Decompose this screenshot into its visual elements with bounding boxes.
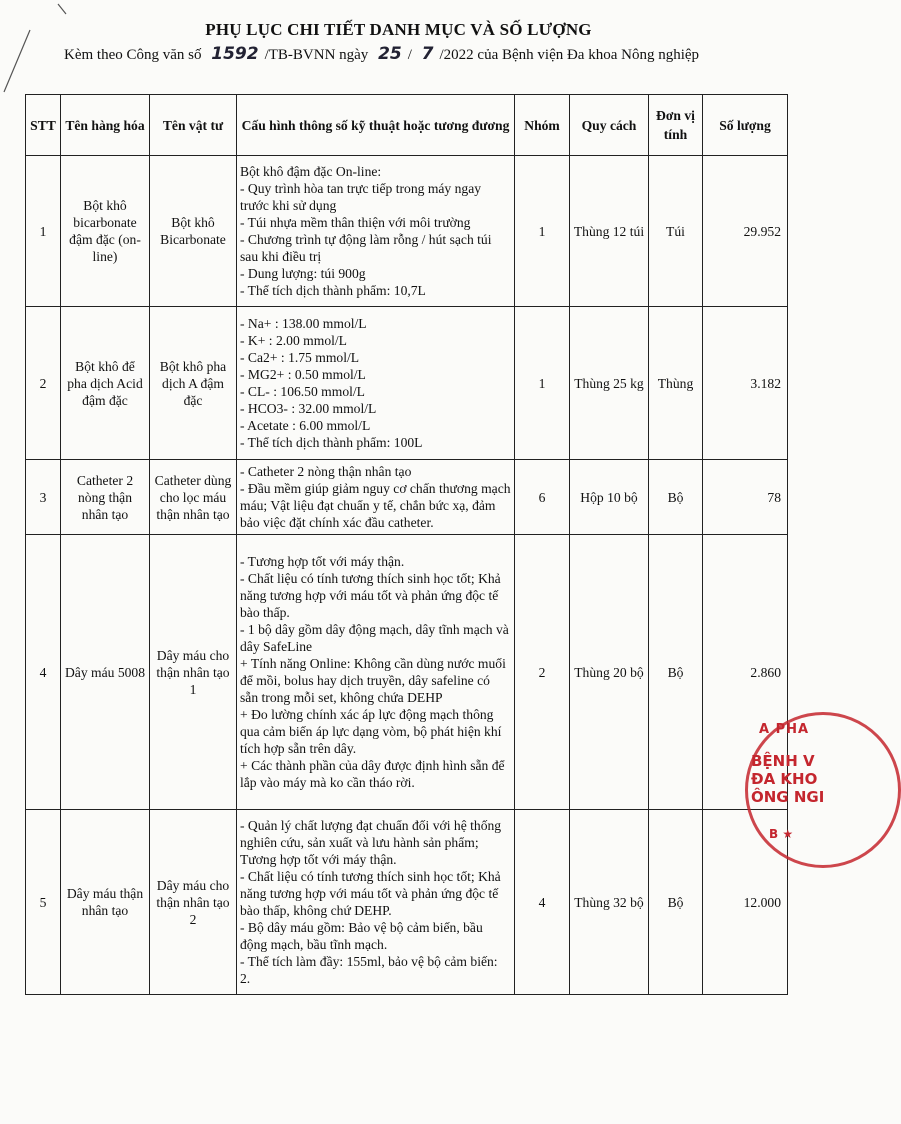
- spec-line: - Dung lượng: túi 900g: [240, 266, 366, 281]
- header-ten-vat-tu: Tên vật tư: [150, 95, 237, 156]
- cell-stt: 2: [26, 307, 61, 460]
- cell-ten-hang-hoa: Dây máu thận nhân tạo: [61, 810, 150, 995]
- spec-line: - Thể tích dịch thành phẩm: 10,7L: [240, 283, 426, 298]
- spec-line: - Acetate : 6.00 mmol/L: [240, 418, 371, 433]
- cell-spec: [237, 460, 515, 535]
- cell-so-luong: 78: [703, 460, 788, 535]
- header-so-luong: Số lượng: [703, 95, 788, 156]
- subtitle: [64, 44, 699, 64]
- table-header-row: [26, 95, 788, 156]
- cell-ten-hang-hoa: Catheter 2 nòng thận nhân tạo: [61, 460, 150, 535]
- cell-quy-cach: Hộp 10 bộ: [570, 460, 649, 535]
- spec-line: - CL- : 106.50 mmol/L: [240, 384, 365, 399]
- subtitle-suffix: /2022 của Bệnh viện Đa khoa Nông nghiệp: [439, 47, 700, 63]
- cell-ten-vat-tu: Catheter dùng cho lọc máu thận nhân tạo: [150, 460, 237, 535]
- day-handwritten: 25: [378, 44, 402, 64]
- cell-quy-cach: Thùng 20 bộ: [570, 535, 649, 810]
- spec-line: - Tương hợp tốt với máy thận.: [240, 554, 405, 569]
- spec-line: - K+ : 2.00 mmol/L: [240, 333, 347, 348]
- header-nhom: Nhóm: [515, 95, 570, 156]
- table-row: [26, 156, 788, 307]
- month-handwritten: 7: [421, 44, 434, 64]
- spec-line: - Chất liệu có tính tương thích sinh học tốt; Khả năng tương hợp với máu tốt và phản ứng độc tế bào thấp.: [240, 571, 501, 620]
- cell-ten-hang-hoa: Bột khô để pha dịch Acid đậm đặc: [61, 307, 150, 460]
- header-cau-hinh: Cấu hình thông số kỹ thuật hoặc tương đương: [237, 95, 515, 156]
- cell-ten-vat-tu: Bột khô pha dịch A đậm đặc: [150, 307, 237, 460]
- cell-don-vi: Túi: [649, 156, 703, 307]
- page-title: PHỤ LỤC CHI TIẾT DANH MỤC VÀ SỐ LƯỢNG: [205, 20, 592, 39]
- spec-line: - Túi nhựa mềm thân thiện với môi trường: [240, 215, 471, 230]
- stamp-line: ÔNG NGI: [751, 788, 825, 806]
- subtitle-mid: /TB-BVNN ngày: [264, 47, 369, 63]
- cell-don-vi: Bộ: [649, 535, 703, 810]
- spec-line: - Thể tích dịch thành phẩm: 100L: [240, 435, 423, 450]
- cell-nhom: 1: [515, 307, 570, 460]
- spec-line: + Các thành phần của dây được định hình sẵn để lắp vào máy mà ko cần tháo rời.: [240, 758, 505, 790]
- cell-don-vi: Thùng: [649, 307, 703, 460]
- cell-stt: 3: [26, 460, 61, 535]
- cell-stt: 4: [26, 535, 61, 810]
- stamp-bottom-text: B ★: [769, 827, 794, 841]
- spec-line: - Na+ : 138.00 mmol/L: [240, 316, 367, 331]
- cell-spec: [237, 810, 515, 995]
- spec-line: - Quy trình hòa tan trực tiếp trong máy ngay trước khi sử dụng: [240, 181, 482, 213]
- cell-quy-cach: Thùng 32 bộ: [570, 810, 649, 995]
- cell-so-luong: 29.952: [703, 156, 788, 307]
- spec-line: - Quản lý chất lượng đạt chuẩn đối với hệ thống nghiên cứu, sản xuất và lưu hành sản phẩm; Tương hợp tốt với máy thận.: [240, 818, 502, 867]
- header-quy-cach: Quy cách: [570, 95, 649, 156]
- spec-line: - Đầu mềm giúp giảm nguy cơ chấn thương mạch máu; Vật liệu đạt chuẩn y tế, chắn bức xạ, đảm bảo việc đặt chính xác đầu catheter.: [240, 481, 511, 530]
- cell-so-luong: 12.000: [703, 810, 788, 995]
- header-don-vi: Đơn vị tính: [649, 95, 703, 156]
- cell-so-luong: 2.860: [703, 535, 788, 810]
- cell-ten-vat-tu: Dây máu cho thận nhân tạo 2: [150, 810, 237, 995]
- cell-stt: 5: [26, 810, 61, 995]
- cell-spec: [237, 156, 515, 307]
- cell-quy-cach: Thùng 25 kg: [570, 307, 649, 460]
- cell-nhom: 2: [515, 535, 570, 810]
- doc-number-handwritten: 1592: [211, 44, 259, 64]
- cell-nhom: 6: [515, 460, 570, 535]
- spec-line: - Ca2+ : 1.75 mmol/L: [240, 350, 360, 365]
- cell-ten-vat-tu: Dây máu cho thận nhân tạo 1: [150, 535, 237, 810]
- table-row: [26, 535, 788, 810]
- cell-ten-vat-tu: Bột khô Bicarbonate: [150, 156, 237, 307]
- spec-line: - Bộ dây máu gồm: Bảo vệ bộ cảm biến, bầu động mạch, bầu tĩnh mạch.: [240, 920, 483, 952]
- subtitle-prefix: Kèm theo Công văn số: [64, 47, 202, 63]
- table-row: [26, 460, 788, 535]
- stamp-top-text: A PHA: [759, 722, 810, 737]
- cell-nhom: 4: [515, 810, 570, 995]
- spec-line: + Đo lường chính xác áp lực động mạch thông qua cảm biến áp lực dạng vòm, bộ phát hiện khí tích hợp sẵn trên dây.: [240, 707, 502, 756]
- cell-so-luong: 3.182: [703, 307, 788, 460]
- spec-line: - MG2+ : 0.50 mmol/L: [240, 367, 366, 382]
- spec-line: - Chất liệu có tính tương thích sinh học tốt; Khả năng tương hợp với máu tốt và phản ứng độc tế bào thấp, không chứ DEHP.: [240, 869, 501, 918]
- stamp-line: ĐA KHO: [751, 770, 818, 788]
- cell-spec: [237, 535, 515, 810]
- cell-ten-hang-hoa: Bột khô bicarbonate đậm đặc (on-line): [61, 156, 150, 307]
- hospital-stamp: [745, 712, 865, 862]
- spec-line: - 1 bộ dây gồm dây động mạch, dây tĩnh mạch và dây SafeLine: [240, 622, 509, 654]
- items-table: [25, 94, 788, 995]
- date-separator: /: [407, 47, 412, 63]
- spec-line: - HCO3- : 32.00 mmol/L: [240, 401, 377, 416]
- cell-stt: 1: [26, 156, 61, 307]
- stamp-center-text: [751, 752, 824, 806]
- cell-don-vi: Bộ: [649, 460, 703, 535]
- table-row: [26, 307, 788, 460]
- spec-line: - Chương trình tự động làm rỗng / hút sạch túi sau khi điều trị: [240, 232, 492, 264]
- header-stt: STT: [26, 95, 61, 156]
- cell-spec: [237, 307, 515, 460]
- stamp-line: BỆNH V: [751, 752, 815, 770]
- spec-line: Bột khô đậm đặc On-line:: [240, 164, 382, 179]
- spec-line: - Catheter 2 nòng thận nhân tạo: [240, 464, 412, 479]
- header-ten-hang-hoa: Tên hàng hóa: [61, 95, 150, 156]
- spec-line: - Thể tích làm đầy: 155ml, bảo vệ bộ cảm biến: 2.: [240, 954, 498, 986]
- table-row: [26, 810, 788, 995]
- cell-ten-hang-hoa: Dây máu 5008: [61, 535, 150, 810]
- spec-line: + Tính năng Online: Không cần dùng nước muối để mồi, bolus hay dịch truyền, dây safeline có sẵn trong mỗi set, không chứa DEHP: [240, 656, 506, 705]
- cell-quy-cach: Thùng 12 túi: [570, 156, 649, 307]
- cell-don-vi: Bộ: [649, 810, 703, 995]
- cell-nhom: 1: [515, 156, 570, 307]
